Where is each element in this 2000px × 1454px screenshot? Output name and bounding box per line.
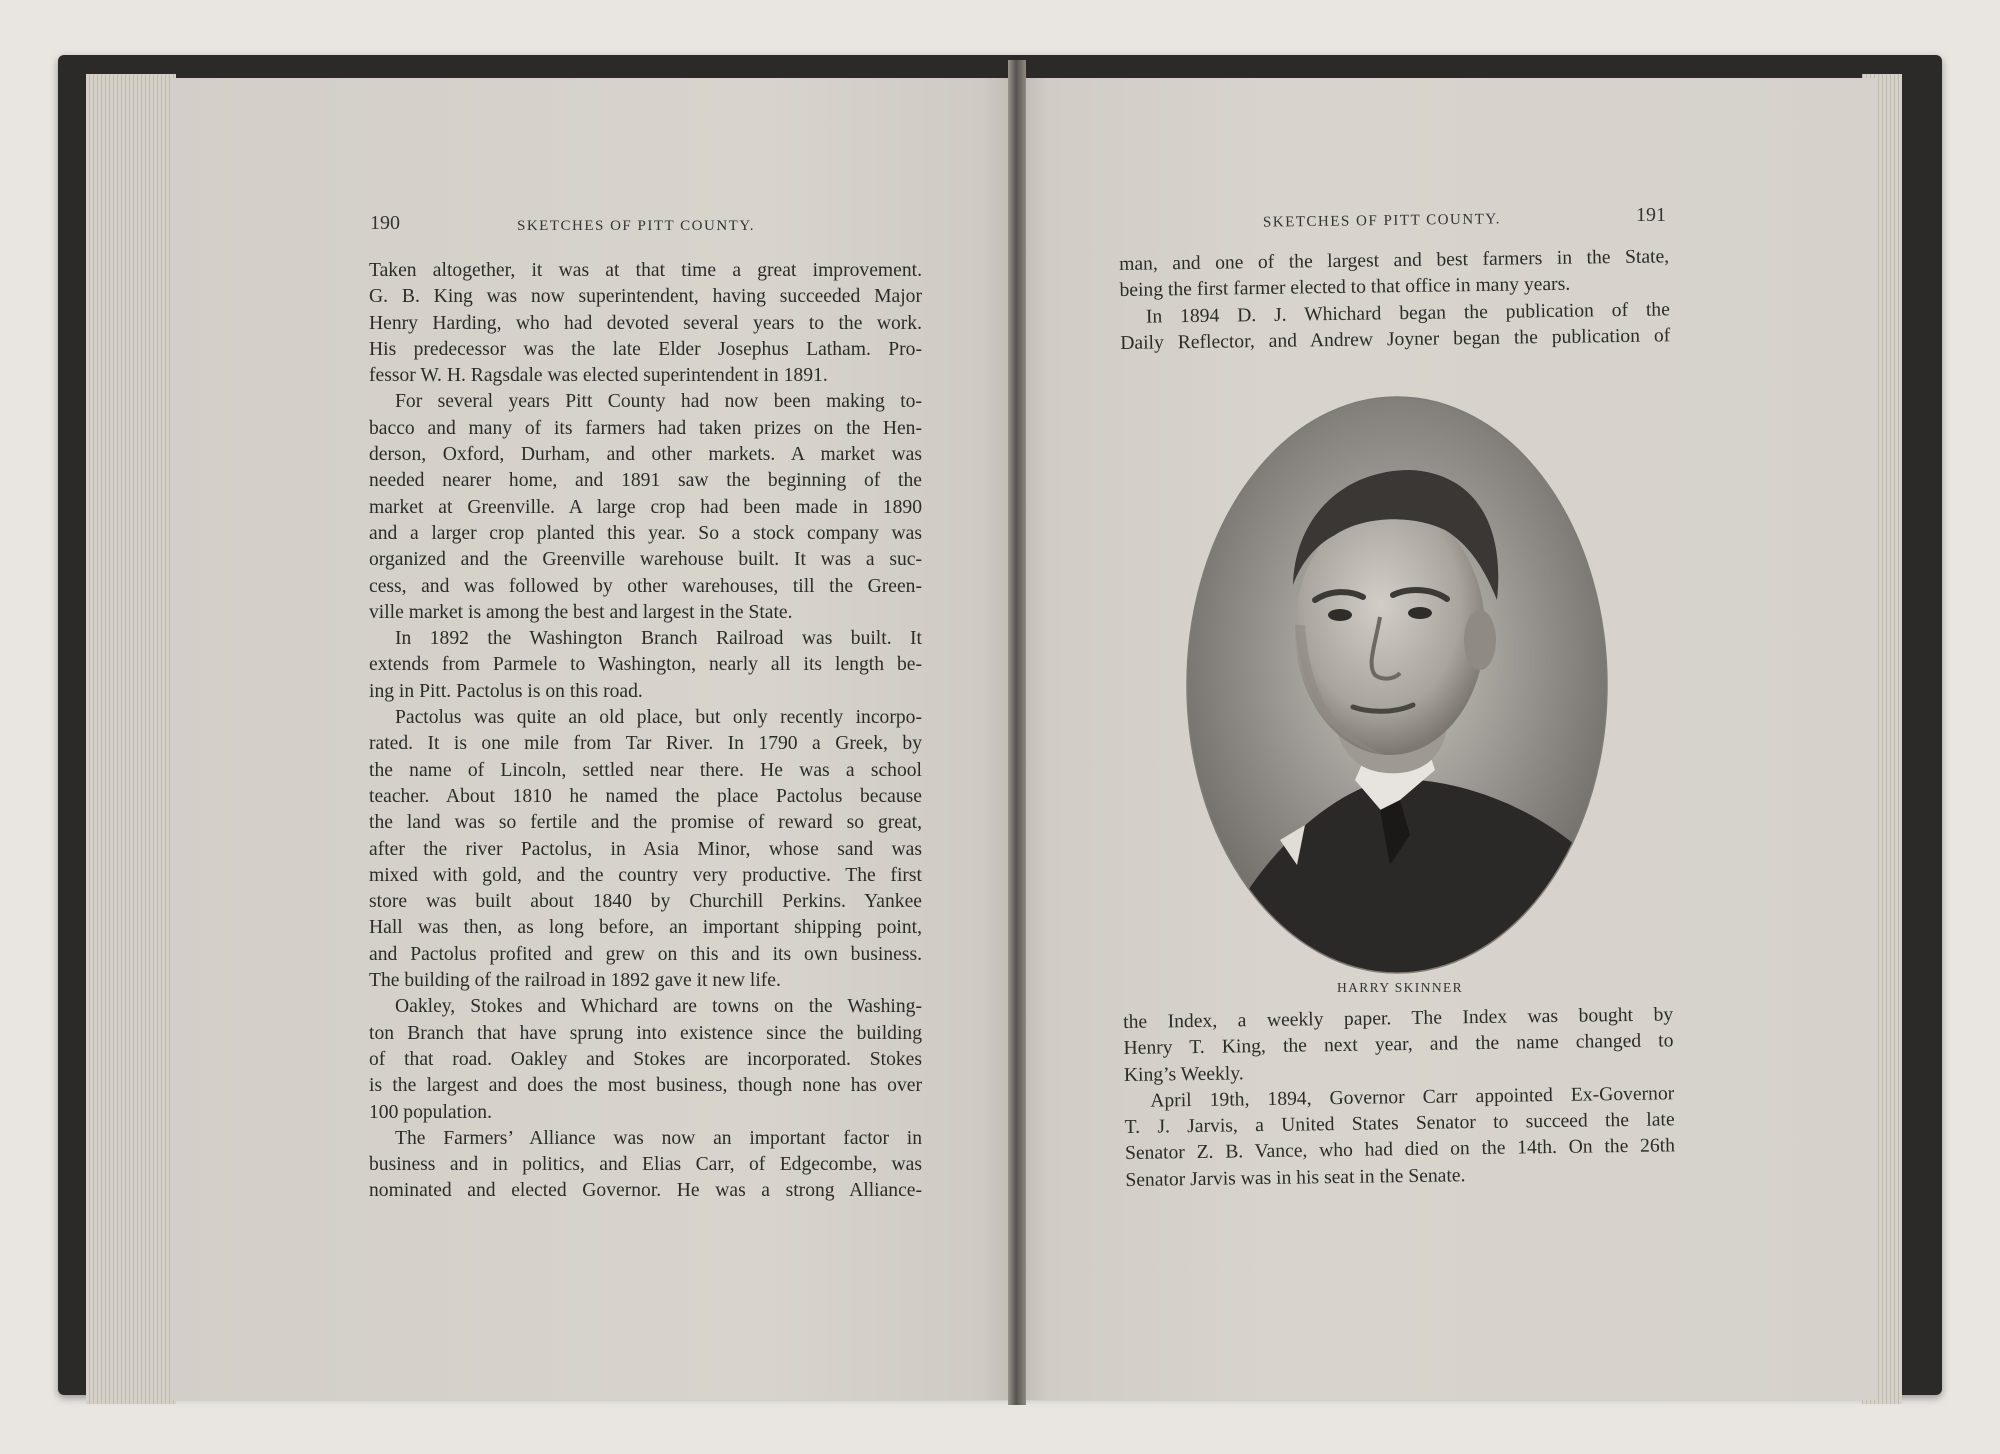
portrait-illustration <box>1185 395 1610 975</box>
text-line: fessor W. H. Ragsdale was elected superintendent in 1891. <box>369 365 828 387</box>
text-line: the Index, a weekly paper. The Index was bought by <box>1123 1004 1674 1033</box>
text-line: being the first farmer elected to that office in many years. <box>1119 274 1571 302</box>
text-line: King’s Weekly. <box>1123 1062 1244 1086</box>
text-line: G. B. King was now superintendent, having succeeded Major <box>369 286 922 308</box>
right-running-head: SKETCHES OF PITT COUNTY. <box>1262 211 1502 231</box>
text-line: needed nearer home, and 1891 saw the beginning of the <box>369 470 922 492</box>
text-line: the land was so fertile and the promise of reward so great, <box>369 812 922 834</box>
text-line: extends from Parmele to Washington, nearly all its length be- <box>369 654 922 676</box>
text-line: ing in Pitt. Pactolus is on this road. <box>369 680 643 702</box>
text-line: In 1892 the Washington Branch Railroad was built. It <box>395 628 922 650</box>
text-line: April 19th, 1894, Governor Carr appointed Ex-Governor <box>1150 1083 1675 1112</box>
text-line: Hall was then, as long before, an important shipping point, <box>369 917 922 939</box>
book-gutter <box>1008 60 1026 1405</box>
text-line: Pactolus was quite an old place, but only recently incorpo- <box>395 707 922 729</box>
text-line: bacco and many of its farmers had taken prizes on the Hen- <box>369 417 922 439</box>
text-line: His predecessor was the late Elder Josephus Latham. Pro- <box>369 338 922 360</box>
text-line: man, and one of the largest and best farmers in the State, <box>1119 246 1670 275</box>
left-body-text <box>369 258 922 1205</box>
text-line: For several years Pitt County had now been making to- <box>395 391 922 413</box>
portrait-caption: HARRY SKINNER <box>1336 980 1464 995</box>
text-line: teacher. About 1810 he named the place Pactolus because <box>369 785 922 807</box>
text-line: after the river Pactolus, in Asia Minor, whose sand was <box>369 838 922 860</box>
text-line: organized and the Greenville warehouse built. It was a suc- <box>369 549 922 571</box>
text-line: rated. It is one mile from Tar River. In 1790 a Greek, by <box>369 733 922 755</box>
text-line: Henry T. King, the next year, and the name changed to <box>1123 1030 1674 1060</box>
left-page-number: 190 <box>370 212 400 234</box>
text-line: business and in politics, and Elias Carr, of Edgecombe, was <box>369 1154 922 1176</box>
text-line: Taken altogether, it was at that time a great improvement. <box>369 260 922 281</box>
text-line: In 1894 D. J. Whichard began the publication of the <box>1145 298 1671 328</box>
text-line: nominated and elected Governor. He was a strong Alliance- <box>369 1180 922 1202</box>
text-line: Henry Harding, who had devoted several years to the work. <box>369 312 922 334</box>
right-body-text-bottom <box>1123 1002 1676 1194</box>
text-line: The building of the railroad in 1892 gave it new life. <box>369 970 781 992</box>
text-line: of that road. Oakley and Stokes are incorporated. Stokes <box>369 1048 922 1070</box>
text-line: store was built about 1840 by Churchill Perkins. Yankee <box>369 891 922 913</box>
text-line: and a larger crop planted this year. So a stock company was <box>369 522 922 544</box>
text-line: Senator Jarvis was in his seat in the Senate. <box>1125 1165 1466 1191</box>
text-line: derson, Oxford, Durham, and other markets. A market was <box>369 444 922 466</box>
page-edges-left <box>86 74 176 1404</box>
text-line: Senator Z. B. Vance, who had died on the 14th. On the 26th <box>1124 1135 1676 1165</box>
text-line: market at Greenville. A large crop had been made in 1890 <box>369 496 922 518</box>
text-line: cess, and was followed by other warehouses, till the Green- <box>369 575 922 597</box>
text-line: The Farmers’ Alliance was now an important factor in <box>395 1127 922 1149</box>
text-line: is the largest and does the most business, though none has over <box>369 1075 922 1097</box>
portrait-photo <box>1185 395 1610 975</box>
right-page-number: 191 <box>1636 204 1666 226</box>
text-line: T. J. Jarvis, a United States Senator to succeed the late <box>1124 1109 1675 1139</box>
text-line: and Pactolus profited and grew on this and its own business. <box>369 943 922 965</box>
right-body-text-top <box>1119 244 1670 357</box>
left-running-head: SKETCHES OF PITT COUNTY. <box>517 218 755 234</box>
text-line: ville market is among the best and largest in the State. <box>369 601 793 623</box>
text-line: mixed with gold, and the country very productive. The first <box>369 864 922 886</box>
text-line: Oakley, Stokes and Whichard are towns on the Washing- <box>395 996 922 1018</box>
text-line: Daily Reflector, and Andrew Joyner began the publication of <box>1120 325 1671 354</box>
text-line: 100 population. <box>369 1101 492 1123</box>
text-line: the name of Lincoln, settled near there. He was a school <box>369 759 922 781</box>
text-line: ton Branch that have sprung into existence since the building <box>369 1022 922 1044</box>
